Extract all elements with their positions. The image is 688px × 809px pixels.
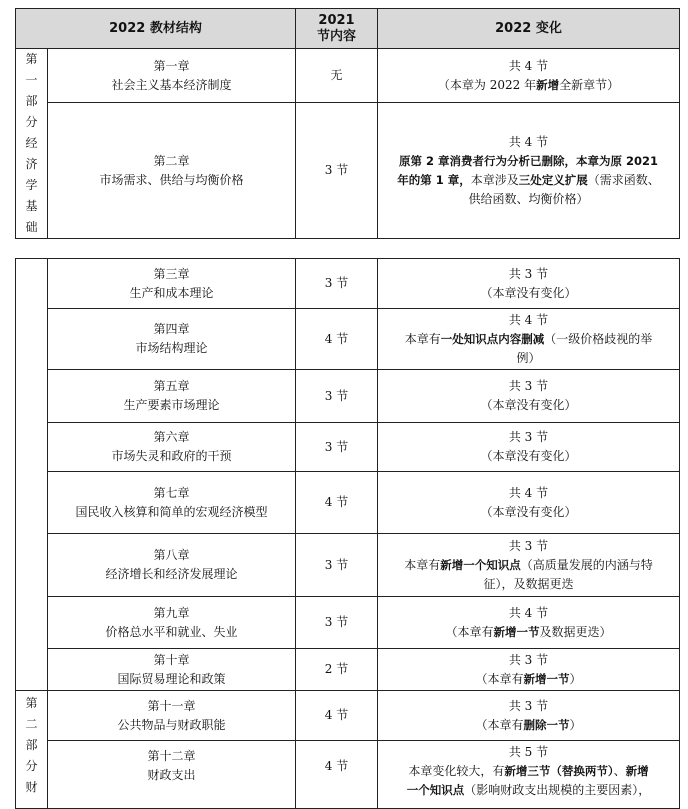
chapter-title: 社会主义基本经济制度 <box>111 77 232 92</box>
change-line <box>384 503 673 522</box>
change-text: 共 3 节 <box>508 266 549 281</box>
header-2021-year: 2021 <box>318 12 355 28</box>
change-cell <box>378 534 680 597</box>
chapter-title: 市场需求、供给与均衡价格 <box>99 172 244 187</box>
table-row <box>16 259 680 309</box>
section-count: 4 节 <box>296 741 378 809</box>
part-label-char: 分 <box>25 115 38 129</box>
change-line <box>384 311 673 330</box>
change-line <box>384 716 673 735</box>
table-part-1 <box>15 8 680 239</box>
change-line <box>384 133 673 152</box>
change-text: 供给函数、均衡价格） <box>468 191 589 206</box>
change-highlight: 一处知识点内容删减 <box>440 331 545 346</box>
change-line <box>384 556 673 575</box>
part-label-char: 学 <box>25 178 38 192</box>
change-cell <box>378 649 680 691</box>
change-text: 共 4 节 <box>508 485 549 500</box>
change-cell <box>378 597 680 649</box>
chapter-number: 第一章 <box>153 58 190 73</box>
part-label-char: 一 <box>25 73 38 87</box>
header-structure: 2022 教材结构 <box>16 9 296 49</box>
header-2022-change: 2022 变化 <box>378 9 680 49</box>
chapter-title: 生产和成本理论 <box>129 285 214 300</box>
change-text: 共 3 节 <box>508 430 549 444</box>
change-text: ） <box>569 717 582 732</box>
change-highlight: 新增三节（替换两节） <box>504 764 614 778</box>
table-header-row <box>16 9 680 49</box>
section-count: 3 节 <box>296 103 378 239</box>
header-2021-label: 节内容 <box>316 28 356 44</box>
chapter-title: 市场结构理论 <box>135 341 208 355</box>
change-cell <box>378 472 680 534</box>
chapter-cell <box>48 741 296 809</box>
chapter-cell <box>48 597 296 649</box>
change-highlight: 新增一个知识点 <box>440 557 521 572</box>
part-label-char: 基 <box>25 199 38 213</box>
change-highlight: 新增 <box>625 764 649 778</box>
change-line <box>384 171 673 190</box>
change-cell <box>378 370 680 423</box>
change-cell <box>378 691 680 741</box>
part-label-char: 分 <box>25 759 38 773</box>
change-line <box>384 537 673 556</box>
change-text: 共 5 节 <box>508 745 549 759</box>
change-text: 共 4 节 <box>508 134 549 149</box>
part-label-char: 二 <box>25 717 38 731</box>
chapter-number: 第十一章 <box>147 698 196 713</box>
section-count: 3 节 <box>296 370 378 423</box>
chapter-title: 生产要素市场理论 <box>123 398 220 412</box>
section-count: 4 节 <box>296 309 378 370</box>
change-cell <box>378 259 680 309</box>
change-cell <box>378 423 680 472</box>
change-line <box>384 623 673 642</box>
change-text: （一级价格歧视的举 <box>544 331 653 346</box>
chapter-cell <box>48 259 296 309</box>
change-text: （高质量发展的内涵与特 <box>520 557 653 572</box>
change-text: （本章没有变化） <box>480 398 577 412</box>
table-row <box>16 103 680 239</box>
change-cell <box>378 309 680 370</box>
change-text: 共 4 节 <box>508 58 549 73</box>
change-line <box>384 57 673 76</box>
change-text: （影响财政支出规模的主要因素）， <box>464 783 651 797</box>
chapter-number: 第八章 <box>153 548 190 562</box>
section-count: 4 节 <box>296 691 378 741</box>
part-1-label <box>16 49 48 239</box>
change-text: 共 3 节 <box>508 538 549 553</box>
change-highlight: 删除一节 <box>523 717 570 732</box>
chapter-cell <box>48 649 296 691</box>
change-highlight: 新增一节 <box>493 624 540 639</box>
change-line <box>384 396 673 415</box>
chapter-title: 财政支出 <box>147 768 196 782</box>
change-text: 例） <box>516 350 541 365</box>
chapter-number: 第十章 <box>153 652 190 667</box>
change-cell <box>378 741 680 809</box>
chapter-title: 价格总水平和就业、失业 <box>105 624 238 639</box>
chapter-number: 第十二章 <box>147 749 196 763</box>
change-text: 共 3 节 <box>508 379 549 393</box>
change-text: 本章有 <box>404 557 441 572</box>
change-highlight: 三处定义扩展 <box>518 172 588 187</box>
change-line <box>384 349 673 368</box>
part-2-label <box>16 691 48 809</box>
chapter-number: 第五章 <box>153 379 190 393</box>
change-text: （本章没有变化） <box>480 449 577 463</box>
part-label-char: 财 <box>25 780 38 794</box>
change-text: 共 3 节 <box>508 698 549 713</box>
chapter-number: 第二章 <box>153 153 190 168</box>
change-line <box>384 651 673 670</box>
section-count: 3 节 <box>296 259 378 309</box>
change-text: 、 <box>613 764 626 778</box>
change-text: （本章没有变化） <box>480 285 577 300</box>
change-line <box>384 781 673 800</box>
chapter-number: 第四章 <box>153 322 190 336</box>
chapter-cell <box>48 534 296 597</box>
change-line <box>384 428 673 447</box>
chapter-title: 国际贸易理论和政策 <box>117 671 226 686</box>
change-line <box>384 265 673 284</box>
chapter-title: 公共物品与财政职能 <box>117 717 226 732</box>
part-label-char: 济 <box>25 157 38 171</box>
table-row <box>16 741 680 809</box>
change-text: （本章没有变化） <box>480 504 577 519</box>
chapter-number: 第六章 <box>153 430 190 444</box>
change-text: 及数据更迭） <box>539 624 612 639</box>
change-text: 全新章节） <box>559 77 620 92</box>
change-text: （需求函数、 <box>587 172 660 187</box>
table-row <box>16 691 680 741</box>
part-label-char: 部 <box>25 738 38 752</box>
table-part-2 <box>15 258 680 809</box>
change-line <box>384 670 673 689</box>
chapter-cell <box>48 370 296 423</box>
change-text: 征），及数据更迭 <box>483 576 574 591</box>
change-highlight: 新增 <box>536 77 560 92</box>
change-text: （本章有 <box>445 624 494 639</box>
table-row <box>16 49 680 103</box>
change-line <box>384 484 673 503</box>
section-count: 4 节 <box>296 472 378 534</box>
change-cell <box>378 49 680 103</box>
change-line <box>384 284 673 303</box>
change-text: （本章有 <box>475 717 524 732</box>
change-highlight: 一个知识点 <box>406 783 465 797</box>
change-line <box>384 604 673 623</box>
change-cell <box>378 103 680 239</box>
change-line <box>384 377 673 396</box>
table-row <box>16 472 680 534</box>
part-label-char: 部 <box>25 94 38 108</box>
change-highlight: 年的第 1 章， <box>397 172 471 187</box>
change-line <box>384 190 673 209</box>
section-count: 3 节 <box>296 534 378 597</box>
section-count: 3 节 <box>296 423 378 472</box>
chapter-title: 国民收入核算和简单的宏观经济模型 <box>75 504 268 519</box>
change-line <box>384 575 673 594</box>
change-text: （本章有 <box>475 671 524 686</box>
table-row <box>16 649 680 691</box>
chapter-number: 第三章 <box>153 266 190 281</box>
section-count: 2 节 <box>296 649 378 691</box>
chapter-number: 第九章 <box>153 605 190 620</box>
change-text: 共 4 节 <box>508 605 549 620</box>
change-text: 共 3 节 <box>508 652 549 667</box>
change-text: （本章为 2022 年 <box>437 77 537 92</box>
chapter-title: 市场失灵和政府的干预 <box>111 449 232 463</box>
table-row <box>16 370 680 423</box>
change-line <box>384 762 673 781</box>
part-label-char: 第 <box>25 52 38 66</box>
part-label-char: 第 <box>25 696 38 710</box>
part-label-char: 经 <box>25 136 38 150</box>
change-text: 本章有 <box>404 331 441 346</box>
table-row <box>16 597 680 649</box>
chapter-cell <box>48 472 296 534</box>
part-label-char: 础 <box>25 220 38 234</box>
chapter-number: 第七章 <box>153 485 190 500</box>
change-line <box>384 743 673 762</box>
part-1-continued <box>16 259 48 691</box>
change-text: 本章变化较大，有 <box>408 764 505 778</box>
table-row <box>16 423 680 472</box>
change-text: 共 4 节 <box>508 312 549 327</box>
chapter-cell <box>48 49 296 103</box>
header-2021-sections <box>296 9 378 49</box>
section-count: 无 <box>296 49 378 103</box>
table-row <box>16 534 680 597</box>
change-highlight: 原第 2 章消费者行为分析已删除，本章为原 2021 <box>398 153 659 168</box>
table-row <box>16 309 680 370</box>
change-text: ） <box>569 671 582 686</box>
section-count: 3 节 <box>296 597 378 649</box>
change-line <box>384 152 673 171</box>
change-line <box>384 697 673 716</box>
change-line <box>384 447 673 466</box>
change-line <box>384 76 673 95</box>
chapter-cell <box>48 691 296 741</box>
change-highlight: 新增一节 <box>523 671 570 686</box>
chapter-cell <box>48 103 296 239</box>
chapter-cell <box>48 423 296 472</box>
chapter-title: 经济增长和经济发展理论 <box>105 567 238 581</box>
chapter-cell <box>48 309 296 370</box>
change-text: 本章涉及 <box>470 172 519 187</box>
change-line <box>384 330 673 349</box>
